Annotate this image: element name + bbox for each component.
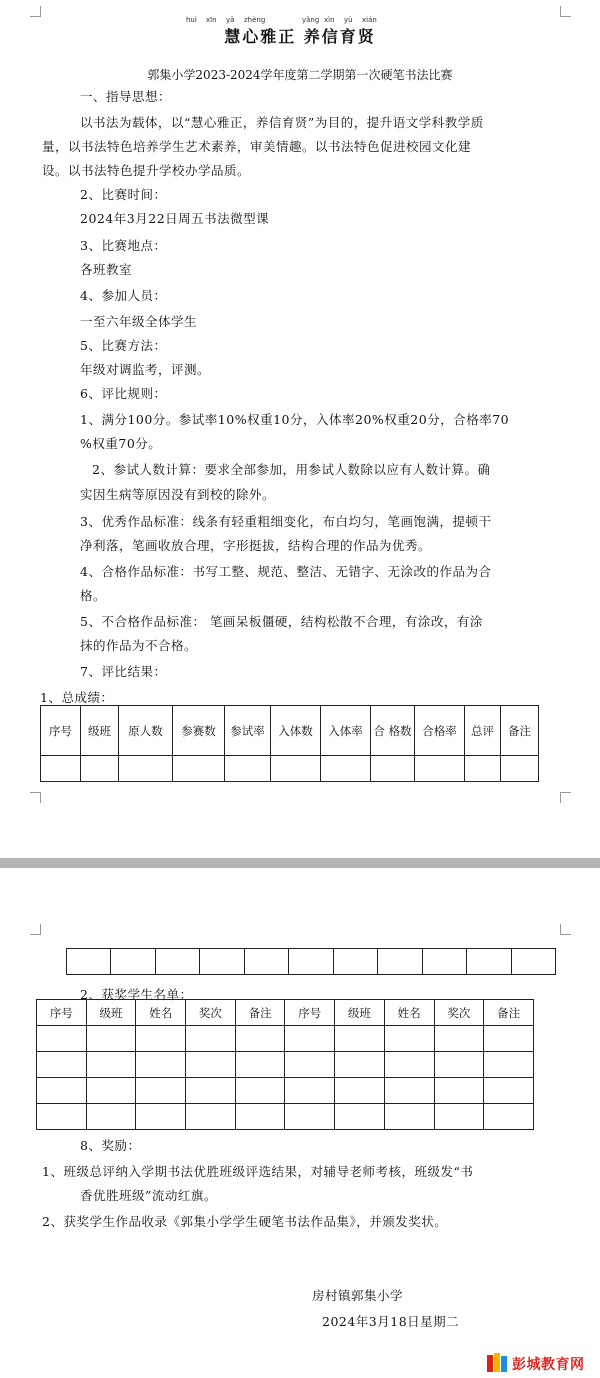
table-cell [235,1104,285,1130]
table-cell [41,756,81,782]
body-line: 2、获奖学生作品收录《郭集小学学生硬笔书法作品集》，并颁发奖状。 [42,1214,448,1229]
table-header-cell: 参试率 [225,706,271,756]
section-heading: 3、比赛地点： [80,238,167,253]
table-header-cell: 级班 [81,706,119,756]
table-cell [484,1104,534,1130]
table-cell [136,1052,186,1078]
table-cell [484,1078,534,1104]
table-cell [136,1078,186,1104]
table-cell [434,1052,484,1078]
table-header-cell: 序号 [285,1000,335,1026]
table-cell [384,1104,434,1130]
body-line: 2、参试人数计算：要求全部参加，用参试人数除以应有人数计算。确 [92,462,491,477]
page-corner-mark [30,792,41,803]
body-line: 1、班级总评纳入学期书法优胜班级评选结果，对辅导老师考核，班级发“书 [42,1164,474,1179]
table-cell [321,756,371,782]
table-header-row [41,706,539,756]
page-corner-mark [30,6,41,17]
table-cell [186,1026,236,1052]
table-cell [335,1078,385,1104]
table-header-cell: 备注 [235,1000,285,1026]
results-table-continued [66,948,556,975]
table-row [37,1026,534,1052]
table-cell [173,756,225,782]
section-heading: 2、获奖学生名单： [80,987,193,1002]
table-header-cell: 奖次 [434,1000,484,1026]
table-header-cell: 入体数 [271,706,321,756]
table-cell [434,1104,484,1130]
table-header-cell: 级班 [86,1000,136,1026]
section-heading: 一、指导思想： [80,89,172,104]
table-cell [155,949,199,975]
table-cell [81,756,119,782]
section-heading: 5、比赛方法： [80,338,167,353]
table-header-cell: 级班 [335,1000,385,1026]
table-header-cell: 入体率 [321,706,371,756]
page-corner-mark [30,924,41,935]
table-cell [285,1052,335,1078]
table-cell [415,756,465,782]
page-separator [0,858,600,868]
table-cell [285,1104,335,1130]
title-pinyin: xián [362,16,377,24]
table-cell [422,949,466,975]
results-table [40,705,539,782]
table-cell [465,756,501,782]
title-pinyin: huì [186,16,197,24]
table-cell [136,1104,186,1130]
table-header-cell: 姓名 [136,1000,186,1026]
table-cell [384,1078,434,1104]
table-row [37,1104,534,1130]
table-cell [335,1052,385,1078]
table-header-cell: 姓名 [384,1000,434,1026]
table-cell [484,1052,534,1078]
table-cell [271,756,321,782]
table-header-cell: 序号 [37,1000,87,1026]
body-line: 5、不合格作品标准： 笔画呆板僵硬，结构松散不合理，有涂改，有涂 [80,614,483,629]
section-heading: 4、参加人员： [80,288,167,303]
table-cell [200,949,244,975]
table-cell [333,949,377,975]
table-cell [384,1026,434,1052]
document-page-2 [0,868,600,1378]
table-cell [136,1026,186,1052]
table-cell [501,756,539,782]
section-heading: 6、评比规则： [80,386,167,401]
title-pinyin: xīn [206,16,217,24]
table-cell [86,1052,136,1078]
table-cell [186,1104,236,1130]
body-line: 2024年3月22日周五书法微型课 [80,211,270,226]
body-line: 量，以书法特色培养学生艺术素养，审美情趣。以书法特色促进校园文化建 [42,139,472,154]
section-heading: 1、总成绩： [40,690,114,705]
table-cell [335,1104,385,1130]
body-line: 3、优秀作品标准：线条有轻重粗细变化，布白均匀，笔画饱满，提顿干 [80,514,492,529]
award-table [36,999,534,1130]
table-cell [37,1052,87,1078]
watermark-logo [486,1352,596,1374]
page-corner-mark [560,924,571,935]
table-cell [86,1026,136,1052]
body-line: 年级对调监考，评测。 [80,362,211,377]
table-cell [225,756,271,782]
table-cell [289,949,333,975]
body-line: 净利落，笔画收放合理，字形挺拔，结构合理的作品为优秀。 [80,538,432,553]
body-line: 香优胜班级”流动红旗。 [80,1188,217,1203]
table-header-cell: 备注 [501,706,539,756]
table-header-cell: 原人数 [119,706,173,756]
signature-school: 房村镇郭集小学 [312,1288,404,1303]
table-cell [37,1104,87,1130]
signature-date: 2024年3月18日星期二 [322,1314,460,1329]
table-row [41,756,539,782]
section-heading: 8、奖励： [80,1138,141,1153]
table-cell [285,1026,335,1052]
table-cell [235,1078,285,1104]
table-header-cell: 备注 [484,1000,534,1026]
title-pinyin: xìn [324,16,335,24]
table-header-cell: 总评 [465,706,501,756]
table-cell [186,1052,236,1078]
table-row [67,949,556,975]
table-cell [86,1104,136,1130]
table-cell [186,1078,236,1104]
page-title: 慧心雅正 养信育贤 [224,27,376,46]
table-header-cell: 奖次 [186,1000,236,1026]
table-cell [37,1026,87,1052]
table-cell [511,949,555,975]
section-heading: 7、评比结果： [80,664,167,679]
title-pinyin: yǎ [226,16,235,24]
table-cell [111,949,155,975]
body-line: 以书法为载体，以“慧心雅正，养信育贤”为目的，提升语文学科教学质 [80,115,484,130]
body-line: 格。 [80,588,107,603]
body-line: 实因生病等原因没有到校的除外。 [80,487,276,502]
table-cell [467,949,511,975]
table-header-cell: 参赛数 [173,706,225,756]
table-cell [484,1026,534,1052]
body-line: 设。以书法特色提升学校办学品质。 [42,163,251,178]
table-header-cell: 合 格数 [371,706,415,756]
table-cell [434,1026,484,1052]
table-cell [119,756,173,782]
section-heading: 2、比赛时间： [80,187,167,202]
table-cell [434,1078,484,1104]
title-pinyin: yù [344,16,353,24]
table-header-row [37,1000,534,1026]
table-header-cell: 合格率 [415,706,465,756]
body-line: 4、合格作品标准：书写工整、规范、整洁、无错字、无涂改的作品为合 [80,564,492,579]
table-cell [285,1078,335,1104]
table-header-cell: 序号 [41,706,81,756]
table-cell [335,1026,385,1052]
table-row [37,1078,534,1104]
watermark-text: 彭城教育网 [512,1357,585,1373]
table-cell [235,1052,285,1078]
body-line: 各班教室 [80,262,133,277]
page-corner-mark [560,6,571,17]
table-cell [371,756,415,782]
title-pinyin: zhèng [244,16,266,24]
title-pinyin: yǎng [302,16,320,24]
table-cell [86,1078,136,1104]
table-cell [37,1078,87,1104]
table-cell [378,949,422,975]
table-cell [384,1052,434,1078]
body-line: 一至六年级全体学生 [80,314,198,329]
table-cell [235,1026,285,1052]
book-icon [486,1352,508,1374]
body-line: %权重70分。 [80,436,162,451]
body-line: 1、满分100分。参试率10%权重10分，入体率20%权重20分，合格率70 [80,412,510,427]
page-corner-mark [560,792,571,803]
table-cell [244,949,288,975]
body-line: 抹的作品为不合格。 [80,638,198,653]
table-cell [67,949,111,975]
document-subtitle: 郭集小学2023-2024学年度第二学期第一次硬笔书法比赛 [147,68,453,82]
table-row [37,1052,534,1078]
